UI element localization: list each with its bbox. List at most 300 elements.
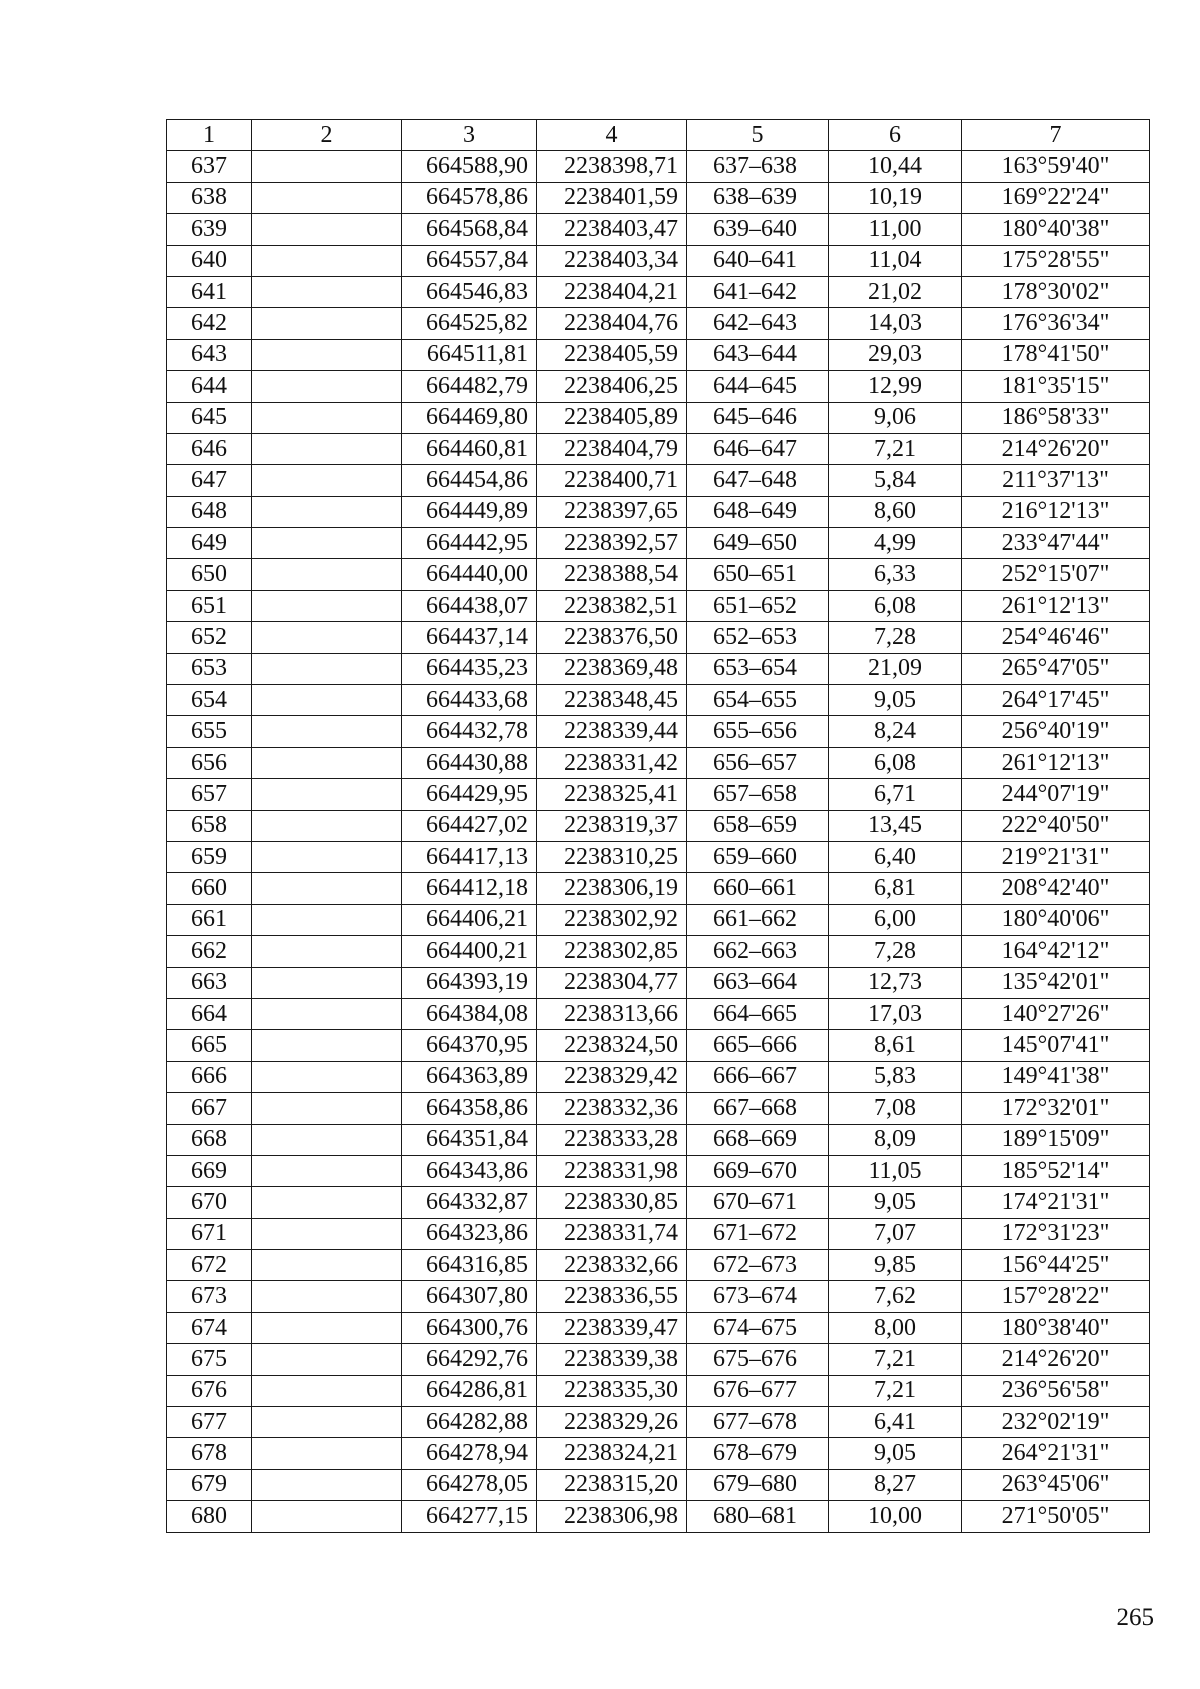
length-cell: 7,21 [829, 433, 962, 464]
column-header: 4 [537, 120, 687, 151]
length-cell: 9,85 [829, 1250, 962, 1281]
length-cell: 8,27 [829, 1469, 962, 1500]
angle-cell: 214°26'20" [962, 1344, 1150, 1375]
y-coordinate-cell: 2238310,25 [537, 841, 687, 872]
segment-cell: 652–653 [687, 622, 829, 653]
point-number-cell: 654 [167, 685, 252, 716]
point-number-cell: 664 [167, 998, 252, 1029]
y-coordinate-cell: 2238306,19 [537, 873, 687, 904]
angle-cell: 211°37'13" [962, 465, 1150, 496]
length-cell: 8,09 [829, 1124, 962, 1155]
length-cell: 10,44 [829, 151, 962, 182]
empty-cell [252, 622, 402, 653]
empty-cell [252, 1469, 402, 1500]
length-cell: 9,05 [829, 1187, 962, 1218]
point-number-cell: 666 [167, 1061, 252, 1092]
table-row [167, 308, 1150, 339]
page-number: 265 [1116, 1604, 1154, 1631]
length-cell: 6,40 [829, 841, 962, 872]
table-row [167, 151, 1150, 182]
x-coordinate-cell: 664406,21 [402, 904, 537, 935]
angle-cell: 216°12'13" [962, 496, 1150, 527]
column-header: 7 [962, 120, 1150, 151]
length-cell: 10,19 [829, 182, 962, 213]
empty-cell [252, 1344, 402, 1375]
length-cell: 11,05 [829, 1155, 962, 1186]
segment-cell: 638–639 [687, 182, 829, 213]
y-coordinate-cell: 2238388,54 [537, 559, 687, 590]
point-number-cell: 673 [167, 1281, 252, 1312]
point-number-cell: 655 [167, 716, 252, 747]
segment-cell: 649–650 [687, 528, 829, 559]
x-coordinate-cell: 664511,81 [402, 339, 537, 370]
length-cell: 17,03 [829, 998, 962, 1029]
empty-cell [252, 653, 402, 684]
table-row [167, 182, 1150, 213]
empty-cell [252, 402, 402, 433]
angle-cell: 164°42'12" [962, 936, 1150, 967]
y-coordinate-cell: 2238302,85 [537, 936, 687, 967]
column-header: 6 [829, 120, 962, 151]
empty-cell [252, 1061, 402, 1092]
y-coordinate-cell: 2238400,71 [537, 465, 687, 496]
angle-cell: 233°47'44" [962, 528, 1150, 559]
point-number-cell: 650 [167, 559, 252, 590]
segment-cell: 663–664 [687, 967, 829, 998]
y-coordinate-cell: 2238332,66 [537, 1250, 687, 1281]
segment-cell: 637–638 [687, 151, 829, 182]
length-cell: 6,08 [829, 747, 962, 778]
table-row [167, 936, 1150, 967]
y-coordinate-cell: 2238392,57 [537, 528, 687, 559]
table-row [167, 496, 1150, 527]
x-coordinate-cell: 664482,79 [402, 371, 537, 402]
empty-cell [252, 496, 402, 527]
x-coordinate-cell: 664316,85 [402, 1250, 537, 1281]
x-coordinate-cell: 664417,13 [402, 841, 537, 872]
point-number-cell: 640 [167, 245, 252, 276]
x-coordinate-cell: 664442,95 [402, 528, 537, 559]
x-coordinate-cell: 664435,23 [402, 653, 537, 684]
x-coordinate-cell: 664429,95 [402, 779, 537, 810]
point-number-cell: 649 [167, 528, 252, 559]
y-coordinate-cell: 2238313,66 [537, 998, 687, 1029]
point-number-cell: 676 [167, 1375, 252, 1406]
empty-cell [252, 747, 402, 778]
y-coordinate-cell: 2238325,41 [537, 779, 687, 810]
point-number-cell: 637 [167, 151, 252, 182]
segment-cell: 653–654 [687, 653, 829, 684]
y-coordinate-cell: 2238369,48 [537, 653, 687, 684]
x-coordinate-cell: 664323,86 [402, 1218, 537, 1249]
length-cell: 5,84 [829, 465, 962, 496]
column-header: 5 [687, 120, 829, 151]
table-row [167, 685, 1150, 716]
point-number-cell: 647 [167, 465, 252, 496]
length-cell: 7,28 [829, 622, 962, 653]
point-number-cell: 679 [167, 1469, 252, 1500]
y-coordinate-cell: 2238382,51 [537, 590, 687, 621]
table-row [167, 810, 1150, 841]
empty-cell [252, 465, 402, 496]
point-number-cell: 660 [167, 873, 252, 904]
length-cell: 6,08 [829, 590, 962, 621]
empty-cell [252, 371, 402, 402]
empty-cell [252, 276, 402, 307]
segment-cell: 661–662 [687, 904, 829, 935]
y-coordinate-cell: 2238331,98 [537, 1155, 687, 1186]
length-cell: 9,05 [829, 1438, 962, 1469]
angle-cell: 222°40'50" [962, 810, 1150, 841]
y-coordinate-cell: 2238336,55 [537, 1281, 687, 1312]
table-row [167, 371, 1150, 402]
table-row [167, 1281, 1150, 1312]
y-coordinate-cell: 2238315,20 [537, 1469, 687, 1500]
empty-cell [252, 841, 402, 872]
segment-cell: 640–641 [687, 245, 829, 276]
y-coordinate-cell: 2238404,21 [537, 276, 687, 307]
empty-cell [252, 873, 402, 904]
table-row [167, 1312, 1150, 1343]
y-coordinate-cell: 2238333,28 [537, 1124, 687, 1155]
table-row [167, 1061, 1150, 1092]
x-coordinate-cell: 664307,80 [402, 1281, 537, 1312]
angle-cell: 256°40'19" [962, 716, 1150, 747]
length-cell: 8,61 [829, 1030, 962, 1061]
length-cell: 7,08 [829, 1093, 962, 1124]
length-cell: 4,99 [829, 528, 962, 559]
length-cell: 8,60 [829, 496, 962, 527]
segment-cell: 673–674 [687, 1281, 829, 1312]
angle-cell: 263°45'06" [962, 1469, 1150, 1500]
segment-cell: 650–651 [687, 559, 829, 590]
column-header: 2 [252, 120, 402, 151]
y-coordinate-cell: 2238324,21 [537, 1438, 687, 1469]
point-number-cell: 663 [167, 967, 252, 998]
table-row [167, 245, 1150, 276]
segment-cell: 659–660 [687, 841, 829, 872]
length-cell: 11,00 [829, 214, 962, 245]
y-coordinate-cell: 2238332,36 [537, 1093, 687, 1124]
y-coordinate-cell: 2238339,38 [537, 1344, 687, 1375]
table-header-row [167, 120, 1150, 151]
angle-cell: 214°26'20" [962, 433, 1150, 464]
empty-cell [252, 1124, 402, 1155]
table-body [167, 120, 1150, 1533]
segment-cell: 671–672 [687, 1218, 829, 1249]
y-coordinate-cell: 2238406,25 [537, 371, 687, 402]
angle-cell: 176°36'34" [962, 308, 1150, 339]
angle-cell: 244°07'19" [962, 779, 1150, 810]
segment-cell: 678–679 [687, 1438, 829, 1469]
angle-cell: 232°02'19" [962, 1407, 1150, 1438]
angle-cell: 185°52'14" [962, 1155, 1150, 1186]
x-coordinate-cell: 664282,88 [402, 1407, 537, 1438]
length-cell: 7,62 [829, 1281, 962, 1312]
y-coordinate-cell: 2238302,92 [537, 904, 687, 935]
column-header: 3 [402, 120, 537, 151]
length-cell: 7,21 [829, 1344, 962, 1375]
x-coordinate-cell: 664300,76 [402, 1312, 537, 1343]
x-coordinate-cell: 664384,08 [402, 998, 537, 1029]
empty-cell [252, 151, 402, 182]
x-coordinate-cell: 664449,89 [402, 496, 537, 527]
point-number-cell: 657 [167, 779, 252, 810]
segment-cell: 668–669 [687, 1124, 829, 1155]
table-row [167, 653, 1150, 684]
segment-cell: 670–671 [687, 1187, 829, 1218]
segment-cell: 665–666 [687, 1030, 829, 1061]
length-cell: 21,02 [829, 276, 962, 307]
empty-cell [252, 1218, 402, 1249]
y-coordinate-cell: 2238405,89 [537, 402, 687, 433]
empty-cell [252, 1438, 402, 1469]
segment-cell: 643–644 [687, 339, 829, 370]
segment-cell: 669–670 [687, 1155, 829, 1186]
table-row [167, 998, 1150, 1029]
empty-cell [252, 308, 402, 339]
length-cell: 6,00 [829, 904, 962, 935]
table-row [167, 622, 1150, 653]
point-number-cell: 672 [167, 1250, 252, 1281]
angle-cell: 174°21'31" [962, 1187, 1150, 1218]
table-row [167, 433, 1150, 464]
x-coordinate-cell: 664370,95 [402, 1030, 537, 1061]
x-coordinate-cell: 664440,00 [402, 559, 537, 590]
table-row [167, 559, 1150, 590]
segment-cell: 641–642 [687, 276, 829, 307]
segment-cell: 651–652 [687, 590, 829, 621]
y-coordinate-cell: 2238331,74 [537, 1218, 687, 1249]
y-coordinate-cell: 2238330,85 [537, 1187, 687, 1218]
x-coordinate-cell: 664437,14 [402, 622, 537, 653]
angle-cell: 156°44'25" [962, 1250, 1150, 1281]
point-number-cell: 665 [167, 1030, 252, 1061]
table-row [167, 1030, 1150, 1061]
point-number-cell: 652 [167, 622, 252, 653]
x-coordinate-cell: 664432,78 [402, 716, 537, 747]
point-number-cell: 671 [167, 1218, 252, 1249]
x-coordinate-cell: 664292,76 [402, 1344, 537, 1375]
angle-cell: 180°40'06" [962, 904, 1150, 935]
length-cell: 6,81 [829, 873, 962, 904]
y-coordinate-cell: 2238403,34 [537, 245, 687, 276]
segment-cell: 675–676 [687, 1344, 829, 1375]
table-row [167, 967, 1150, 998]
y-coordinate-cell: 2238304,77 [537, 967, 687, 998]
table-row [167, 528, 1150, 559]
x-coordinate-cell: 664454,86 [402, 465, 537, 496]
empty-cell [252, 1375, 402, 1406]
segment-cell: 655–656 [687, 716, 829, 747]
length-cell: 7,21 [829, 1375, 962, 1406]
empty-cell [252, 214, 402, 245]
length-cell: 8,24 [829, 716, 962, 747]
length-cell: 6,33 [829, 559, 962, 590]
x-coordinate-cell: 664343,86 [402, 1155, 537, 1186]
angle-cell: 163°59'40" [962, 151, 1150, 182]
y-coordinate-cell: 2238329,26 [537, 1407, 687, 1438]
angle-cell: 172°31'23" [962, 1218, 1150, 1249]
angle-cell: 264°17'45" [962, 685, 1150, 716]
empty-cell [252, 936, 402, 967]
y-coordinate-cell: 2238329,42 [537, 1061, 687, 1092]
x-coordinate-cell: 664588,90 [402, 151, 537, 182]
y-coordinate-cell: 2238331,42 [537, 747, 687, 778]
table-row [167, 1155, 1150, 1186]
point-number-cell: 662 [167, 936, 252, 967]
empty-cell [252, 967, 402, 998]
angle-cell: 140°27'26" [962, 998, 1150, 1029]
angle-cell: 271°50'05" [962, 1501, 1150, 1532]
angle-cell: 254°46'46" [962, 622, 1150, 653]
empty-cell [252, 1501, 402, 1532]
table-row [167, 716, 1150, 747]
table-row [167, 1093, 1150, 1124]
length-cell: 8,00 [829, 1312, 962, 1343]
point-number-cell: 646 [167, 433, 252, 464]
segment-cell: 644–645 [687, 371, 829, 402]
x-coordinate-cell: 664278,94 [402, 1438, 537, 1469]
empty-cell [252, 779, 402, 810]
segment-cell: 657–658 [687, 779, 829, 810]
angle-cell: 145°07'41" [962, 1030, 1150, 1061]
table-row [167, 904, 1150, 935]
segment-cell: 654–655 [687, 685, 829, 716]
x-coordinate-cell: 664546,83 [402, 276, 537, 307]
x-coordinate-cell: 664460,81 [402, 433, 537, 464]
empty-cell [252, 685, 402, 716]
angle-cell: 236°56'58" [962, 1375, 1150, 1406]
y-coordinate-cell: 2238335,30 [537, 1375, 687, 1406]
segment-cell: 656–657 [687, 747, 829, 778]
x-coordinate-cell: 664568,84 [402, 214, 537, 245]
empty-cell [252, 559, 402, 590]
y-coordinate-cell: 2238401,59 [537, 182, 687, 213]
table-row [167, 1218, 1150, 1249]
point-number-cell: 677 [167, 1407, 252, 1438]
length-cell: 6,41 [829, 1407, 962, 1438]
empty-cell [252, 904, 402, 935]
angle-cell: 175°28'55" [962, 245, 1150, 276]
empty-cell [252, 433, 402, 464]
length-cell: 9,06 [829, 402, 962, 433]
y-coordinate-cell: 2238324,50 [537, 1030, 687, 1061]
segment-cell: 677–678 [687, 1407, 829, 1438]
x-coordinate-cell: 664578,86 [402, 182, 537, 213]
y-coordinate-cell: 2238398,71 [537, 151, 687, 182]
segment-cell: 658–659 [687, 810, 829, 841]
segment-cell: 647–648 [687, 465, 829, 496]
coordinates-table [166, 119, 1150, 1533]
y-coordinate-cell: 2238403,47 [537, 214, 687, 245]
point-number-cell: 658 [167, 810, 252, 841]
segment-cell: 639–640 [687, 214, 829, 245]
length-cell: 12,73 [829, 967, 962, 998]
y-coordinate-cell: 2238376,50 [537, 622, 687, 653]
x-coordinate-cell: 664363,89 [402, 1061, 537, 1092]
point-number-cell: 670 [167, 1187, 252, 1218]
table-row [167, 841, 1150, 872]
point-number-cell: 638 [167, 182, 252, 213]
point-number-cell: 645 [167, 402, 252, 433]
angle-cell: 186°58'33" [962, 402, 1150, 433]
empty-cell [252, 528, 402, 559]
angle-cell: 180°38'40" [962, 1312, 1150, 1343]
segment-cell: 662–663 [687, 936, 829, 967]
empty-cell [252, 1250, 402, 1281]
point-number-cell: 643 [167, 339, 252, 370]
length-cell: 21,09 [829, 653, 962, 684]
segment-cell: 664–665 [687, 998, 829, 1029]
table-row [167, 465, 1150, 496]
x-coordinate-cell: 664433,68 [402, 685, 537, 716]
angle-cell: 169°22'24" [962, 182, 1150, 213]
point-number-cell: 651 [167, 590, 252, 621]
y-coordinate-cell: 2238348,45 [537, 685, 687, 716]
length-cell: 29,03 [829, 339, 962, 370]
table-row [167, 1250, 1150, 1281]
point-number-cell: 656 [167, 747, 252, 778]
empty-cell [252, 998, 402, 1029]
point-number-cell: 648 [167, 496, 252, 527]
table-row [167, 873, 1150, 904]
point-number-cell: 667 [167, 1093, 252, 1124]
segment-cell: 660–661 [687, 873, 829, 904]
y-coordinate-cell: 2238339,47 [537, 1312, 687, 1343]
y-coordinate-cell: 2238405,59 [537, 339, 687, 370]
empty-cell [252, 1093, 402, 1124]
x-coordinate-cell: 664430,88 [402, 747, 537, 778]
empty-cell [252, 810, 402, 841]
y-coordinate-cell: 2238404,76 [537, 308, 687, 339]
table-row [167, 590, 1150, 621]
segment-cell: 680–681 [687, 1501, 829, 1532]
table-row [167, 402, 1150, 433]
length-cell: 13,45 [829, 810, 962, 841]
angle-cell: 181°35'15" [962, 371, 1150, 402]
table-row [167, 1124, 1150, 1155]
empty-cell [252, 1155, 402, 1186]
empty-cell [252, 245, 402, 276]
empty-cell [252, 1407, 402, 1438]
table-row [167, 214, 1150, 245]
angle-cell: 178°41'50" [962, 339, 1150, 370]
x-coordinate-cell: 664557,84 [402, 245, 537, 276]
table-row [167, 1438, 1150, 1469]
y-coordinate-cell: 2238306,98 [537, 1501, 687, 1532]
x-coordinate-cell: 664277,15 [402, 1501, 537, 1532]
segment-cell: 645–646 [687, 402, 829, 433]
x-coordinate-cell: 664278,05 [402, 1469, 537, 1500]
angle-cell: 261°12'13" [962, 590, 1150, 621]
table-row [167, 1407, 1150, 1438]
angle-cell: 157°28'22" [962, 1281, 1150, 1312]
segment-cell: 679–680 [687, 1469, 829, 1500]
table-row [167, 1501, 1150, 1532]
segment-cell: 667–668 [687, 1093, 829, 1124]
empty-cell [252, 590, 402, 621]
point-number-cell: 674 [167, 1312, 252, 1343]
y-coordinate-cell: 2238397,65 [537, 496, 687, 527]
x-coordinate-cell: 664286,81 [402, 1375, 537, 1406]
angle-cell: 172°32'01" [962, 1093, 1150, 1124]
table-row [167, 747, 1150, 778]
point-number-cell: 639 [167, 214, 252, 245]
length-cell: 7,07 [829, 1218, 962, 1249]
table-row [167, 1344, 1150, 1375]
x-coordinate-cell: 664525,82 [402, 308, 537, 339]
